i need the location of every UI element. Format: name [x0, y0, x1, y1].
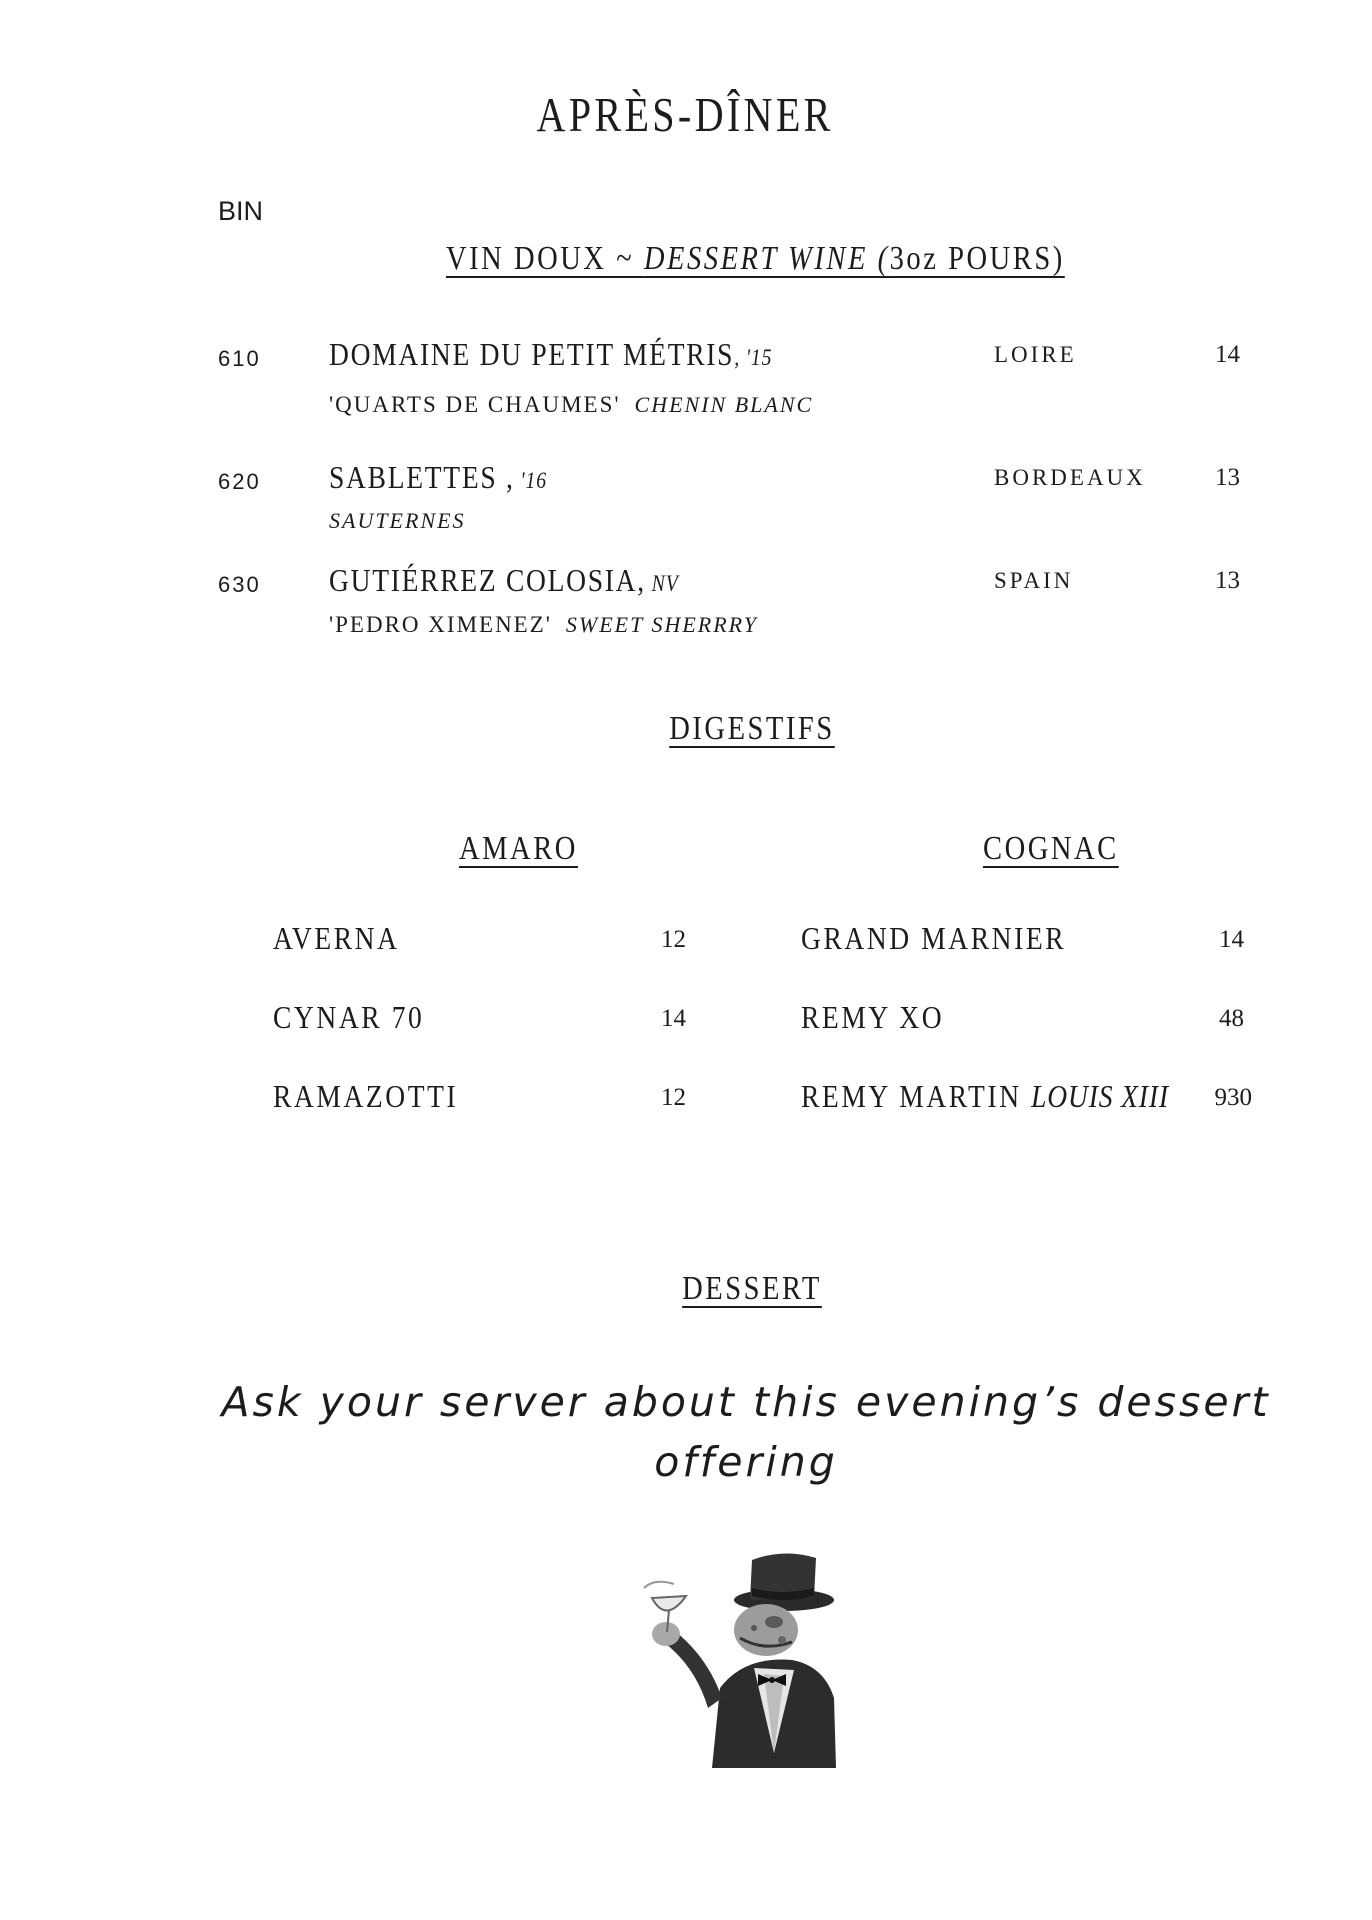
- amaro-item-price: 12: [661, 926, 686, 953]
- cognac-item-name: GRAND MARNIER: [801, 920, 1067, 956]
- wine-sub-620: SAUTERNES: [329, 508, 466, 533]
- page-title: APRÈS-DÎNER: [536, 87, 834, 142]
- wine-name-text: SABLETTES ,: [329, 459, 515, 495]
- cognac-item-name: REMY XO: [801, 999, 945, 1035]
- wine-vintage: '16: [520, 468, 547, 493]
- cognac-item-name-italic: LOUIS XIII: [1031, 1078, 1169, 1114]
- amaro-item-name: CYNAR 70: [273, 999, 425, 1035]
- wine-region-610: LOIRE: [994, 342, 1077, 367]
- wine-price-610: 14: [1215, 341, 1240, 368]
- amaro-item-price: 14: [661, 1005, 686, 1032]
- cognac-item-price: 48: [1219, 1005, 1244, 1032]
- wine-bin-610: 610: [218, 346, 261, 371]
- bin-column-header: BIN: [218, 196, 264, 226]
- wine-sub-630: [329, 612, 758, 638]
- cognac-heading: COGNAC: [983, 830, 1119, 867]
- wine-region-630: SPAIN: [994, 568, 1074, 593]
- wine-price-620: 13: [1215, 464, 1240, 491]
- dessert-wine-heading-italic: DESSERT WINE (: [643, 240, 890, 277]
- amaro-item-price: 12: [661, 1084, 686, 1111]
- frog-in-top-hat-toasting-icon: [624, 1548, 854, 1772]
- wine-vintage: NV: [651, 571, 679, 596]
- wine-name-630: [329, 562, 679, 599]
- wine-bin-620: 620: [218, 469, 261, 494]
- cognac-item-price: 930: [1214, 1084, 1252, 1111]
- wine-name-text: GUTIÉRREZ COLOSIA,: [329, 562, 646, 598]
- dessert-wine-heading-end: 3oz POURS): [889, 240, 1065, 277]
- dessert-wine-heading-plain: VIN DOUX ~: [446, 240, 644, 277]
- wine-variety: CHENIN BLANC: [634, 392, 814, 417]
- wine-price-630: 13: [1215, 567, 1240, 594]
- wine-sub-name: 'PEDRO XIMENEZ': [329, 612, 552, 637]
- wine-sub-610: [329, 392, 813, 418]
- cognac-item-price: 14: [1219, 926, 1244, 953]
- wine-name-620: [329, 459, 547, 496]
- dessert-wine-heading: [446, 240, 1065, 278]
- wine-variety: SWEET SHERRRY: [565, 612, 758, 637]
- amaro-item-name: RAMAZOTTI: [273, 1078, 459, 1114]
- wine-vintage-sep: ,: [734, 345, 746, 370]
- amaro-item-name: AVERNA: [273, 920, 400, 956]
- wine-vintage: '15: [745, 345, 773, 370]
- digestifs-heading: DIGESTIFS: [669, 710, 835, 747]
- dessert-note: Ask your server about this evening’s dessert offering: [221, 1378, 1271, 1486]
- wine-sub-name: 'QUARTS DE CHAUMES': [329, 392, 621, 417]
- cognac-item-name: [801, 1078, 1169, 1115]
- wine-name-text: DOMAINE DU PETIT MÉTRIS: [329, 336, 735, 372]
- wine-region-620: BORDEAUX: [994, 465, 1146, 490]
- cognac-item-name-text: REMY MARTIN: [801, 1078, 1022, 1114]
- wine-name-610: [329, 336, 772, 373]
- wine-bin-630: 630: [218, 572, 261, 597]
- amaro-heading: AMARO: [459, 830, 578, 867]
- dessert-heading: DESSERT: [682, 1270, 822, 1307]
